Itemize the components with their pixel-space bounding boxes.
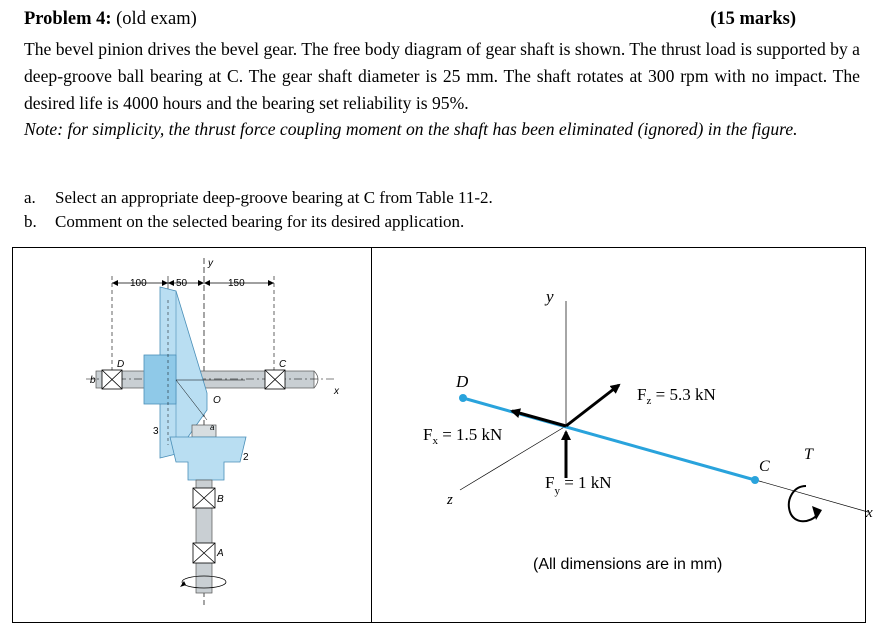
fx-label — [423, 425, 502, 447]
problem-statement: The bevel pinion drives the bevel gear. The free body diagram of gear shaft is shown. The thrust load is supported by a deep-groove ball bearing at C. The gear shaft diameter is 25 mm. The shaft rotates at 300 rpm with no impact. The desired life is 4000 hours and the bearing set reliability is 95%. — [24, 39, 860, 113]
fz-letter: F — [637, 385, 647, 404]
left-y-label: y — [208, 258, 213, 269]
right-y-label: y — [546, 287, 554, 306]
dimensions-note: (All dimensions are in mm) — [533, 556, 723, 573]
left-x-label: x — [334, 386, 339, 397]
fx-arrow — [512, 411, 566, 426]
gear-hub — [144, 355, 176, 404]
fz-arrow — [566, 385, 619, 426]
a-label: a — [210, 423, 215, 432]
problem-source: (old exam) — [116, 9, 197, 29]
fz-sub: z — [646, 395, 652, 407]
right-figure — [459, 301, 868, 521]
right-c-label: C — [759, 458, 770, 475]
right-x-label: x — [866, 505, 873, 521]
problem-label: Problem 4: — [24, 9, 112, 29]
right-z-label: z — [447, 492, 453, 508]
pinion-2-label: 2 — [243, 452, 249, 463]
problem-note: Note: for simplicity, the thrust force coupling moment on the shaft has been eliminated (ignored) in the figure. — [24, 119, 798, 139]
point-d — [459, 394, 467, 402]
fy-letter: F — [545, 473, 555, 492]
question-a-label: a. — [24, 188, 36, 207]
fx-letter: F — [423, 425, 433, 444]
bearing-a-label: A — [217, 548, 224, 559]
bearing-b-label: B — [217, 494, 224, 505]
point-c — [751, 476, 759, 484]
question-a-text: Select an appropriate deep-groove bearing at C from Table 11-2. — [55, 188, 493, 207]
question-b-label: b. — [24, 212, 37, 231]
fy-label — [545, 473, 612, 497]
marks-label: (15 marks) — [710, 9, 796, 29]
right-t-label: T — [804, 446, 813, 463]
fz-label — [637, 385, 716, 407]
fx-sub: x — [432, 435, 438, 447]
dim-50: 50 — [176, 278, 188, 289]
fy-sub: y — [554, 485, 560, 497]
left-figure — [86, 258, 340, 605]
bearing-c-label: C — [279, 359, 287, 370]
o-label: O — [213, 395, 221, 406]
fz-value: = 5.3 kN — [651, 385, 716, 404]
gear-3-label: 3 — [153, 426, 159, 437]
shaft-line — [463, 398, 755, 480]
fx-value: = 1.5 kN — [437, 425, 503, 444]
dim-150: 150 — [228, 278, 245, 289]
torque-arrow — [789, 486, 818, 521]
question-b-text: Comment on the selected bearing for its desired application. — [55, 212, 465, 231]
bearing-d-label: D — [117, 359, 125, 370]
pinion-gear — [170, 437, 246, 480]
fy-value: = 1 kN — [559, 473, 612, 492]
b-label: b — [90, 375, 96, 386]
dim-100: 100 — [130, 278, 147, 289]
right-d-label: D — [456, 372, 469, 391]
